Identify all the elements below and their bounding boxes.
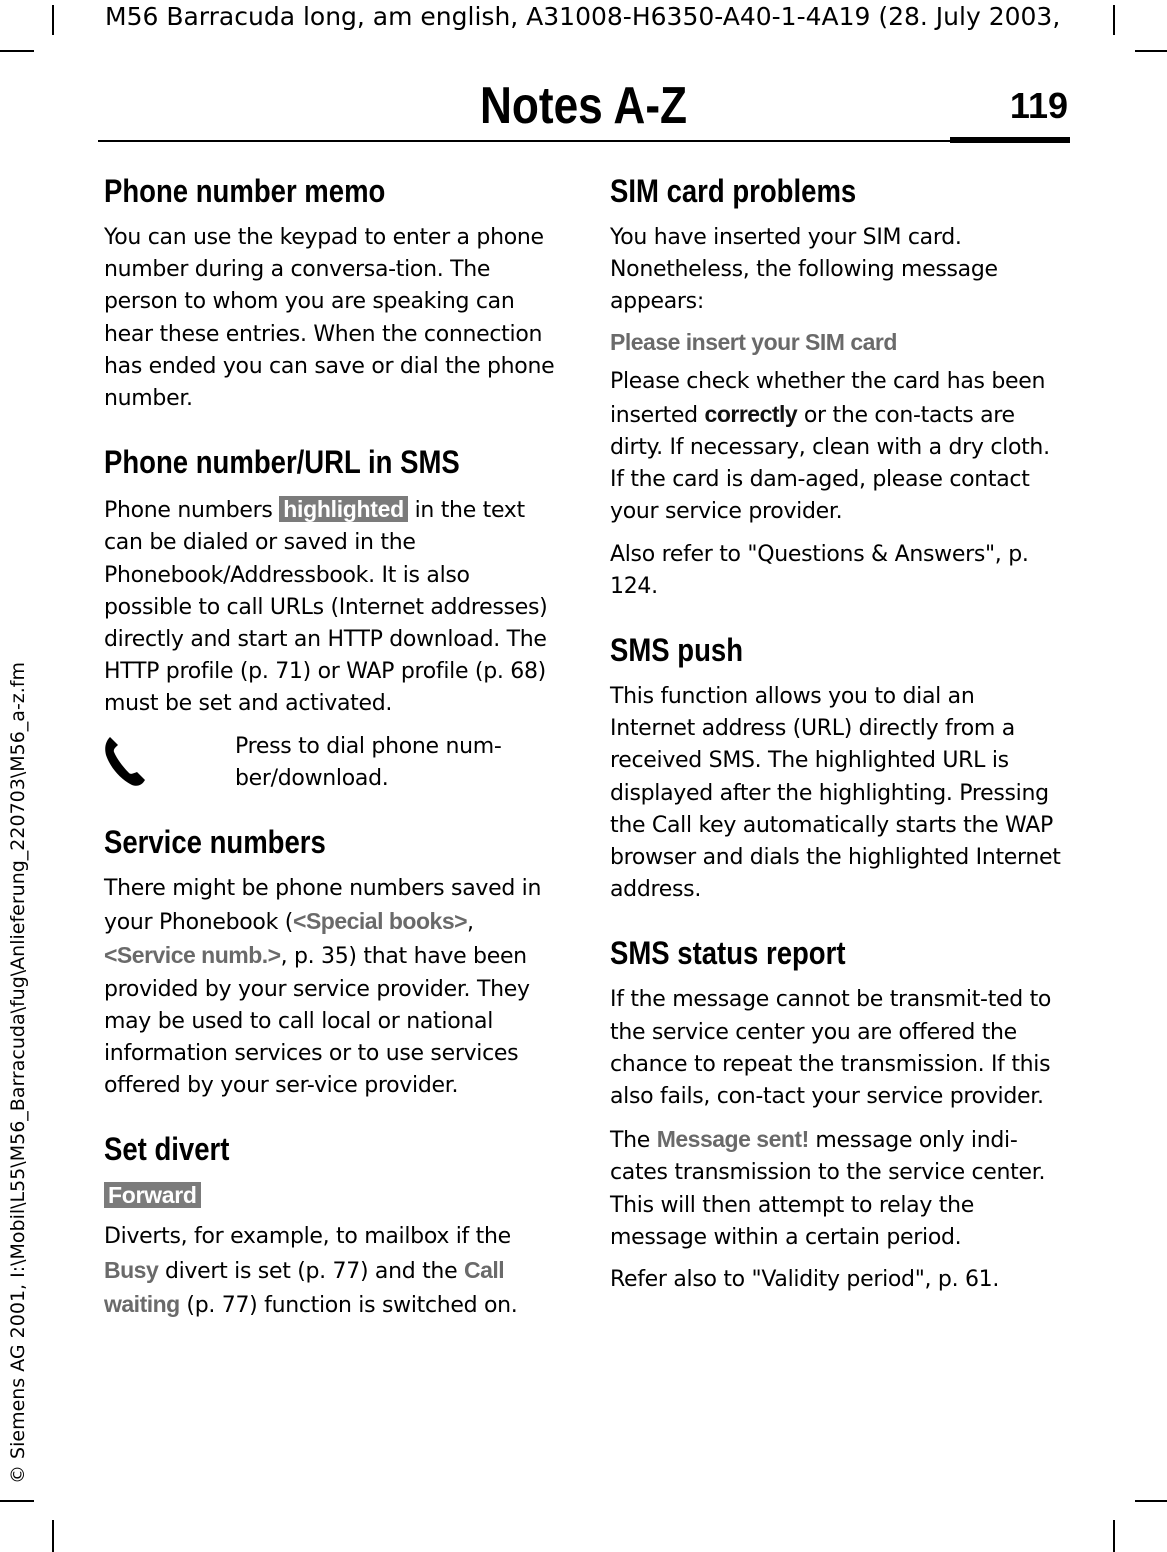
header-rule (98, 140, 950, 142)
section-sim-card-problems (610, 170, 1065, 603)
menu-ref-service-numb: <Service numb.> (104, 942, 281, 969)
body-text: , (467, 910, 474, 936)
crop-mark (1135, 1500, 1167, 1502)
section-body (610, 366, 1065, 529)
menu-ref-busy: Busy (104, 1256, 159, 1283)
softkey-forward: Forward (104, 1182, 201, 1208)
section-heading: SMS push (610, 632, 744, 669)
running-head: M56 Barracuda long, am english, A31008-H6350-A40-1-4A19 (28. July 2003, (105, 2, 1061, 31)
body-text: (p. 77) function is switched on. (179, 1292, 518, 1318)
icon-description: Press to dial phone num-ber/download. (235, 733, 502, 791)
message-line (610, 329, 1065, 356)
page-number: 119 (1009, 85, 1068, 126)
body-text: Diverts, for example, to mailbox if the (104, 1224, 511, 1250)
section-phone-number-memo (104, 170, 559, 415)
section-sms-push (610, 629, 1065, 906)
crop-mark (0, 50, 34, 52)
section-body: Refer also to "Validity period", p. 61. (610, 1267, 1000, 1293)
section-heading: Set divert (104, 1131, 230, 1168)
crop-mark (0, 1500, 34, 1502)
section-body (104, 1221, 559, 1322)
body-text: Please check whether the card has been inserted (610, 368, 1046, 428)
menu-ref-call-waiting: Call waiting (104, 1256, 505, 1317)
body-text: divert is set (p. 77) and the (158, 1258, 465, 1284)
crop-mark (1135, 50, 1167, 52)
section-set-divert (104, 1128, 559, 1322)
section-body: Also refer to "Questions & Answers", p. 124. (610, 541, 1029, 599)
crop-mark (52, 5, 54, 35)
section-service-numbers (104, 821, 559, 1102)
body-text: The (610, 1128, 657, 1154)
copyright-side-text: © Siemens AG 2001, I:\Mobil\L55\M56_Barracuda\fug\Anlieferung_220703\M56_a-z.fm (7, 661, 29, 1484)
crop-mark (52, 1520, 54, 1552)
softkey-container (104, 1182, 201, 1209)
section-body (104, 493, 559, 720)
section-body (610, 1123, 1065, 1254)
display-message: Please insert your SIM card (610, 328, 897, 355)
section-phone-number-url-sms (104, 441, 559, 795)
section-body: You have inserted your SIM card. Nonetheless, the following message appears: (610, 225, 998, 315)
section-body: You can use the keypad to enter a phone number during a conversa-tion. The person to whom you are speaking can hear these entries. When the connection has ended you can save or dial the phone number. (104, 225, 555, 412)
section-heading: Phone number/URL in SMS (104, 444, 460, 481)
section-body (104, 873, 559, 1102)
header-rule-accent (950, 137, 1070, 143)
crop-mark (1113, 1520, 1115, 1552)
body-text: in the text can be dialed or saved in the Phonebook/Addressbook. It is also possible to call URLs (Internet addresses) directly and start an HTTP download. The HTTP profile (p. 71) or WAP profile (p. 68) must be set and activated. (104, 498, 548, 717)
section-heading: SMS status report (610, 935, 846, 972)
crop-mark (1113, 5, 1115, 35)
body-text: Phone numbers (104, 498, 280, 524)
body-text: or the con-tacts are dirty. If necessary, clean with a dry cloth. If the card is dam-aged, please contact your service provider. (610, 402, 1050, 525)
section-heading: Phone number memo (104, 173, 386, 209)
right-column (610, 170, 1065, 1322)
call-key-instruction (104, 731, 559, 795)
body-text: message only indi-cates transmission to the service center. This will then attempt to relay the message within a certain period. (610, 1128, 1046, 1250)
body-text: There might be phone numbers saved in your Phonebook ( (104, 876, 542, 936)
menu-ref-special-books: <Special books> (293, 908, 468, 935)
page-title: Notes A-Z (479, 77, 688, 135)
left-column (104, 170, 559, 1348)
phone-handset-icon (104, 731, 235, 791)
body-text: , p. 35) that have been provided by your service provider. They may be used to call local or national information services or to use services offered by your ser-vice provider. (104, 944, 530, 1099)
section-heading: Service numbers (104, 824, 326, 861)
section-body: This function allows you to dial an Internet address (URL) directly from a received SMS. The highlighted URL is displayed after the highlighting. Pressing the Call key automatically starts the WAP browser and dials the highlighted Internet address. (610, 684, 1061, 903)
emphasis-text: correctly (704, 400, 798, 427)
highlight-example: highlighted (279, 496, 408, 522)
section-body: If the message cannot be transmit-ted to the service center you are offered the chance to repeat the transmission. If this also fails, con-tact your service provider. (610, 987, 1052, 1110)
section-sms-status-report (610, 932, 1065, 1296)
section-heading: SIM card problems (610, 173, 857, 209)
display-message: Message sent! (656, 1126, 809, 1153)
